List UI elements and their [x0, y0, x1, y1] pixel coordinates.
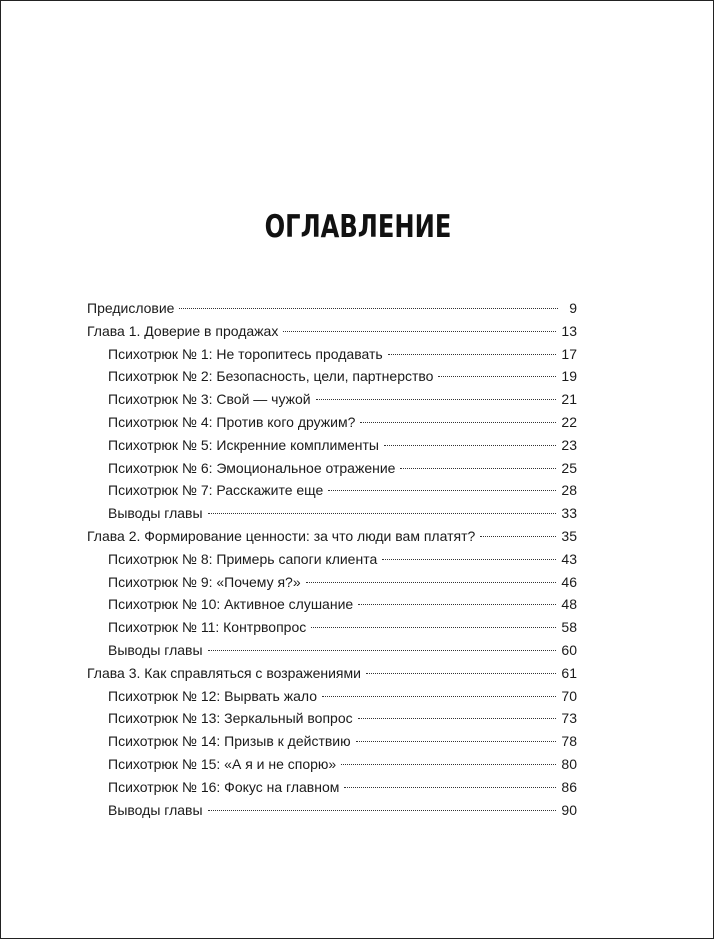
toc-entry — [87, 411, 577, 434]
toc-entry-page: 19 — [561, 368, 577, 385]
toc-leader-dots — [356, 741, 557, 742]
toc-leader-dots — [344, 787, 556, 788]
toc-entry-label: Глава 3. Как справляться с возражениями — [87, 664, 361, 681]
toc-leader-dots — [283, 331, 556, 332]
page-title: ОГЛАВЛЕНИЕ — [264, 209, 452, 245]
toc-entry-page: 17 — [561, 345, 577, 362]
toc-entry — [87, 730, 577, 753]
toc-entry-page: 13 — [561, 322, 577, 339]
toc-entry-page: 22 — [561, 413, 577, 430]
toc-entry-label: Психотрюк № 4: Против кого дружим? — [108, 413, 356, 430]
toc-entry-page: 70 — [561, 687, 577, 704]
toc-entry-label: Глава 1. Доверие в продажах — [87, 322, 279, 339]
toc-leader-dots — [208, 513, 557, 514]
toc-entry-label: Психотрюк № 7: Расскажите еще — [108, 482, 324, 499]
toc-entry-page: 90 — [561, 801, 577, 818]
toc-entry-page: 43 — [561, 550, 577, 567]
toc-leader-dots — [341, 764, 556, 765]
toc-entry-page: 28 — [561, 482, 577, 499]
toc-entry — [87, 776, 577, 799]
toc-entry — [87, 753, 577, 776]
toc-entry-label: Психотрюк № 15: «А я и не спорю» — [108, 755, 337, 772]
toc-entry-page: 86 — [561, 778, 577, 795]
toc-entry — [87, 571, 577, 594]
toc-entry — [87, 343, 577, 366]
toc-entry-label: Психотрюк № 6: Эмоциональное отражение — [108, 459, 396, 476]
table-of-contents — [87, 297, 577, 821]
toc-entry — [87, 479, 577, 502]
toc-entry-page: 58 — [561, 619, 577, 636]
toc-entry-page: 61 — [561, 664, 577, 681]
toc-entry-label: Психотрюк № 13: Зеркальный вопрос — [108, 710, 353, 727]
toc-entry-page: 9 — [569, 300, 577, 316]
toc-entry-label: Психотрюк № 11: Контрвопрос — [108, 619, 307, 636]
toc-leader-dots — [400, 468, 556, 469]
toc-leader-dots — [382, 559, 556, 560]
toc-leader-dots — [311, 627, 556, 628]
toc-entry-label: Психотрюк № 5: Искренние комплименты — [108, 436, 379, 453]
toc-entry-label: Психотрюк № 9: «Почему я?» — [108, 573, 301, 590]
toc-entry-page: 33 — [561, 505, 577, 522]
toc-leader-dots — [360, 422, 556, 423]
toc-entry — [87, 434, 577, 457]
toc-entry-label: Предисловие — [87, 300, 175, 316]
toc-entry-label: Выводы главы — [108, 801, 203, 818]
toc-entry — [87, 502, 577, 525]
toc-entry-page: 25 — [561, 459, 577, 476]
toc-entry-label: Выводы главы — [108, 505, 203, 522]
toc-leader-dots — [358, 604, 556, 605]
toc-entry-label: Психотрюк № 14: Призыв к действию — [108, 733, 351, 750]
toc-leader-dots — [322, 696, 556, 697]
toc-leader-dots — [480, 536, 556, 537]
toc-entry-label: Выводы главы — [108, 641, 203, 658]
toc-entry — [87, 662, 577, 685]
toc-leader-dots — [208, 650, 557, 651]
toc-entry — [87, 365, 577, 388]
toc-entry-label: Психотрюк № 1: Не торопитесь продавать — [108, 345, 383, 362]
toc-entry-label: Психотрюк № 3: Свой — чужой — [108, 391, 311, 408]
toc-leader-dots — [366, 673, 556, 674]
toc-leader-dots — [438, 376, 556, 377]
toc-entry-page: 46 — [561, 573, 577, 590]
toc-entry-page: 48 — [561, 596, 577, 613]
toc-entry — [87, 525, 577, 548]
toc-entry — [87, 297, 577, 320]
toc-entry — [87, 388, 577, 411]
toc-leader-dots — [208, 810, 557, 811]
toc-entry — [87, 707, 577, 730]
toc-entry-page: 60 — [561, 641, 577, 658]
toc-leader-dots — [306, 582, 557, 583]
toc-entry — [87, 457, 577, 480]
toc-entry-page: 80 — [561, 755, 577, 772]
toc-leader-dots — [179, 308, 558, 309]
toc-entry-label: Психотрюк № 16: Фокус на главном — [108, 778, 340, 795]
toc-leader-dots — [328, 490, 556, 491]
toc-entry-page: 73 — [561, 710, 577, 727]
toc-entry-page: 35 — [561, 527, 577, 544]
toc-entry — [87, 639, 577, 662]
toc-entry — [87, 685, 577, 708]
toc-leader-dots — [358, 718, 557, 719]
toc-entry — [87, 320, 577, 343]
toc-entry — [87, 616, 577, 639]
toc-entry-page: 78 — [561, 733, 577, 750]
toc-entry-label: Психотрюк № 12: Вырвать жало — [108, 687, 317, 704]
toc-entry-label: Психотрюк № 2: Безопасность, цели, партнерство — [108, 368, 434, 385]
toc-leader-dots — [388, 354, 557, 355]
toc-entry — [87, 799, 577, 822]
toc-leader-dots — [384, 445, 556, 446]
toc-leader-dots — [316, 399, 557, 400]
toc-entry-label: Психотрюк № 10: Активное слушание — [108, 596, 354, 613]
toc-entry-label: Психотрюк № 8: Примерь сапоги клиента — [108, 550, 378, 567]
toc-entry-page: 23 — [561, 436, 577, 453]
toc-entry — [87, 593, 577, 616]
toc-entry — [87, 548, 577, 571]
toc-entry-page: 21 — [561, 391, 577, 408]
toc-entry-label: Глава 2. Формирование ценности: за что люди вам платят? — [87, 527, 476, 544]
